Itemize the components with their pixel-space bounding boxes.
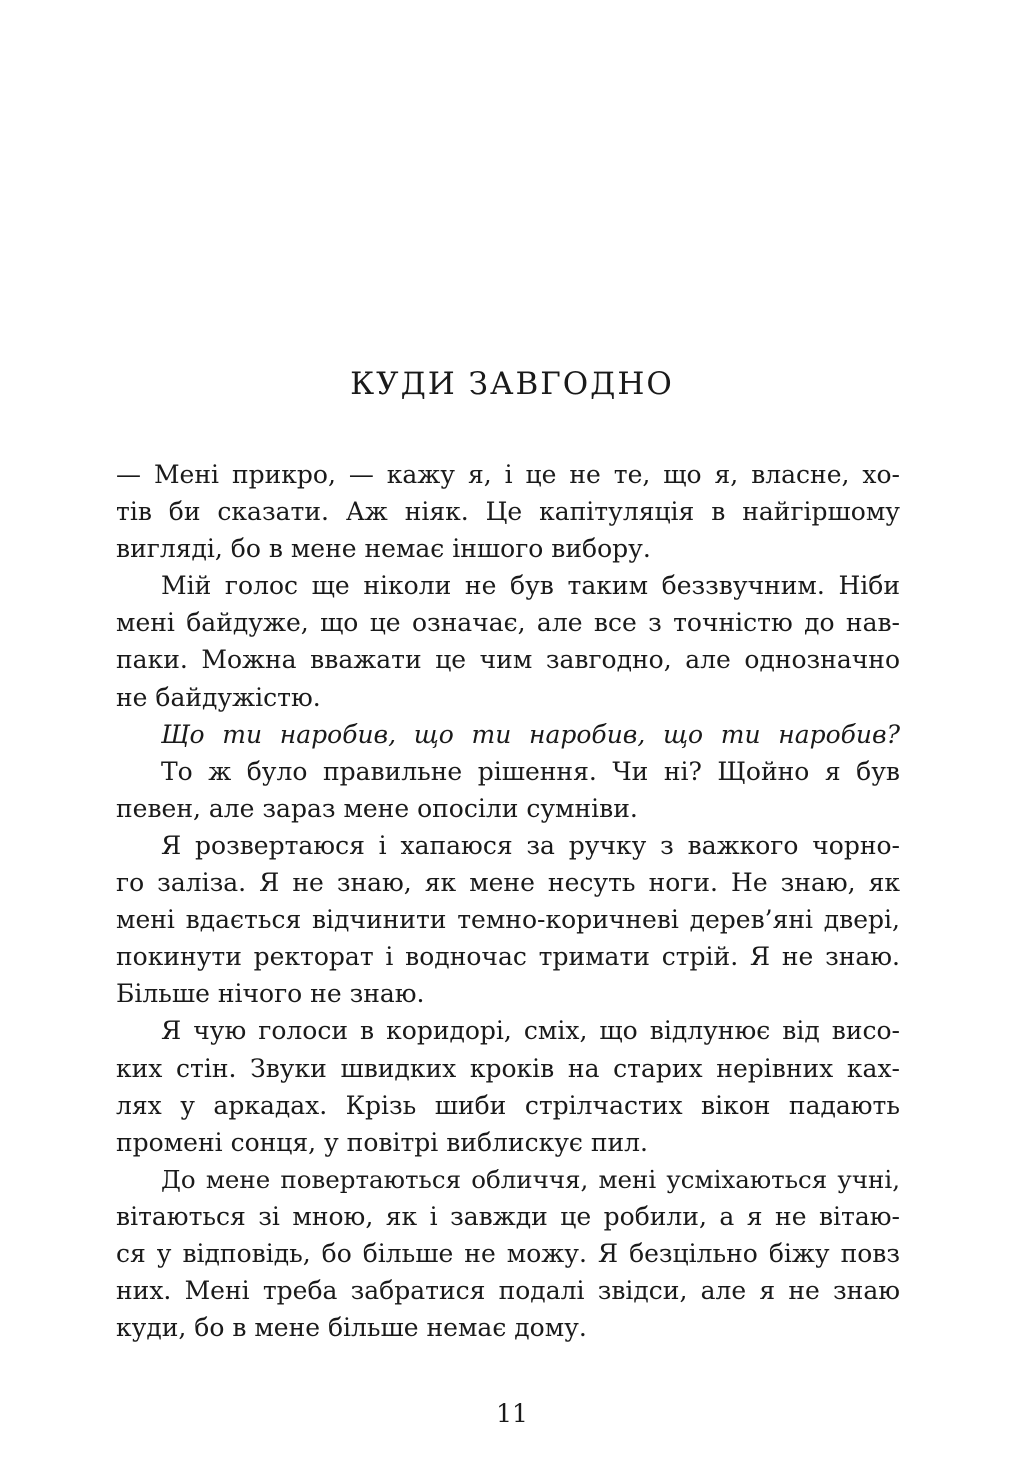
chapter-title: КУДИ ЗАВГОДНО [350,366,674,402]
text-line: вигляді, бо в мене немає іншого вибору. [116,534,651,564]
text-line: куди, бо в мене більше немає дому. [116,1313,587,1343]
text-line: паки. Можна вважати це чим завгодно, але однозначно [116,645,900,675]
text-line: промені сонця, у повітрі виблискує пил. [116,1127,649,1157]
text-line: ся у відповідь, бо більше не можу. Я безцільно біжу повз [116,1238,900,1268]
text-line: тів би сказати. Аж ніяк. Це капітуляція в найгіршому [116,497,900,527]
text-line: лях у аркадах. Крізь шиби стрілчастих вікон падають [116,1090,900,1120]
text-line: них. Мені треба забратися подалі звідси, але я не знаю [116,1276,900,1306]
text-line: — Мені прикро, — кажу я, і це не те, що я, власне, хо- [116,460,900,489]
text-line: До мене повертаються обличчя, мені усміхаються учні, [161,1164,900,1194]
page-number: 11 [496,1399,528,1428]
text-line: не байдужістю. [116,682,321,712]
text-line: Більше нічого не знаю. [116,979,425,1009]
body-text [116,456,900,1346]
text-line: певен, але зараз мене опосіли сумніви. [116,793,638,823]
text-line: ких стін. Звуки швидких кроків на старих нерівних ках- [116,1053,900,1083]
text-line: покинути ректорат і водночас тримати стрій. Я не знаю. [116,942,900,972]
text-line: вітаються зі мною, як і завжди це робили, а я не вітаю- [116,1201,900,1231]
text-line: мені байдуже, що це означає, але все з точністю до нав- [116,608,900,638]
text-line: Мій голос ще ніколи не був таким беззвучним. Ніби [161,571,900,601]
italic-line: Що ти наробив, що ти наробив, що ти наробив? [161,719,900,749]
text-line: мені вдається відчинити темно-коричневі дерев’яні двері, [116,905,900,935]
text-line: То ж було правильне рішення. Чи ні? Щойно я був [161,756,900,786]
text-line: го заліза. Я не знаю, як мене несуть ноги. Не знаю, як [116,868,900,898]
text-line: Я чую голоси в коридорі, сміх, що відлунює від висо- [161,1016,900,1046]
text-line: Я розвертаюся і хапаюся за ручку з важкого чорно- [161,830,900,860]
